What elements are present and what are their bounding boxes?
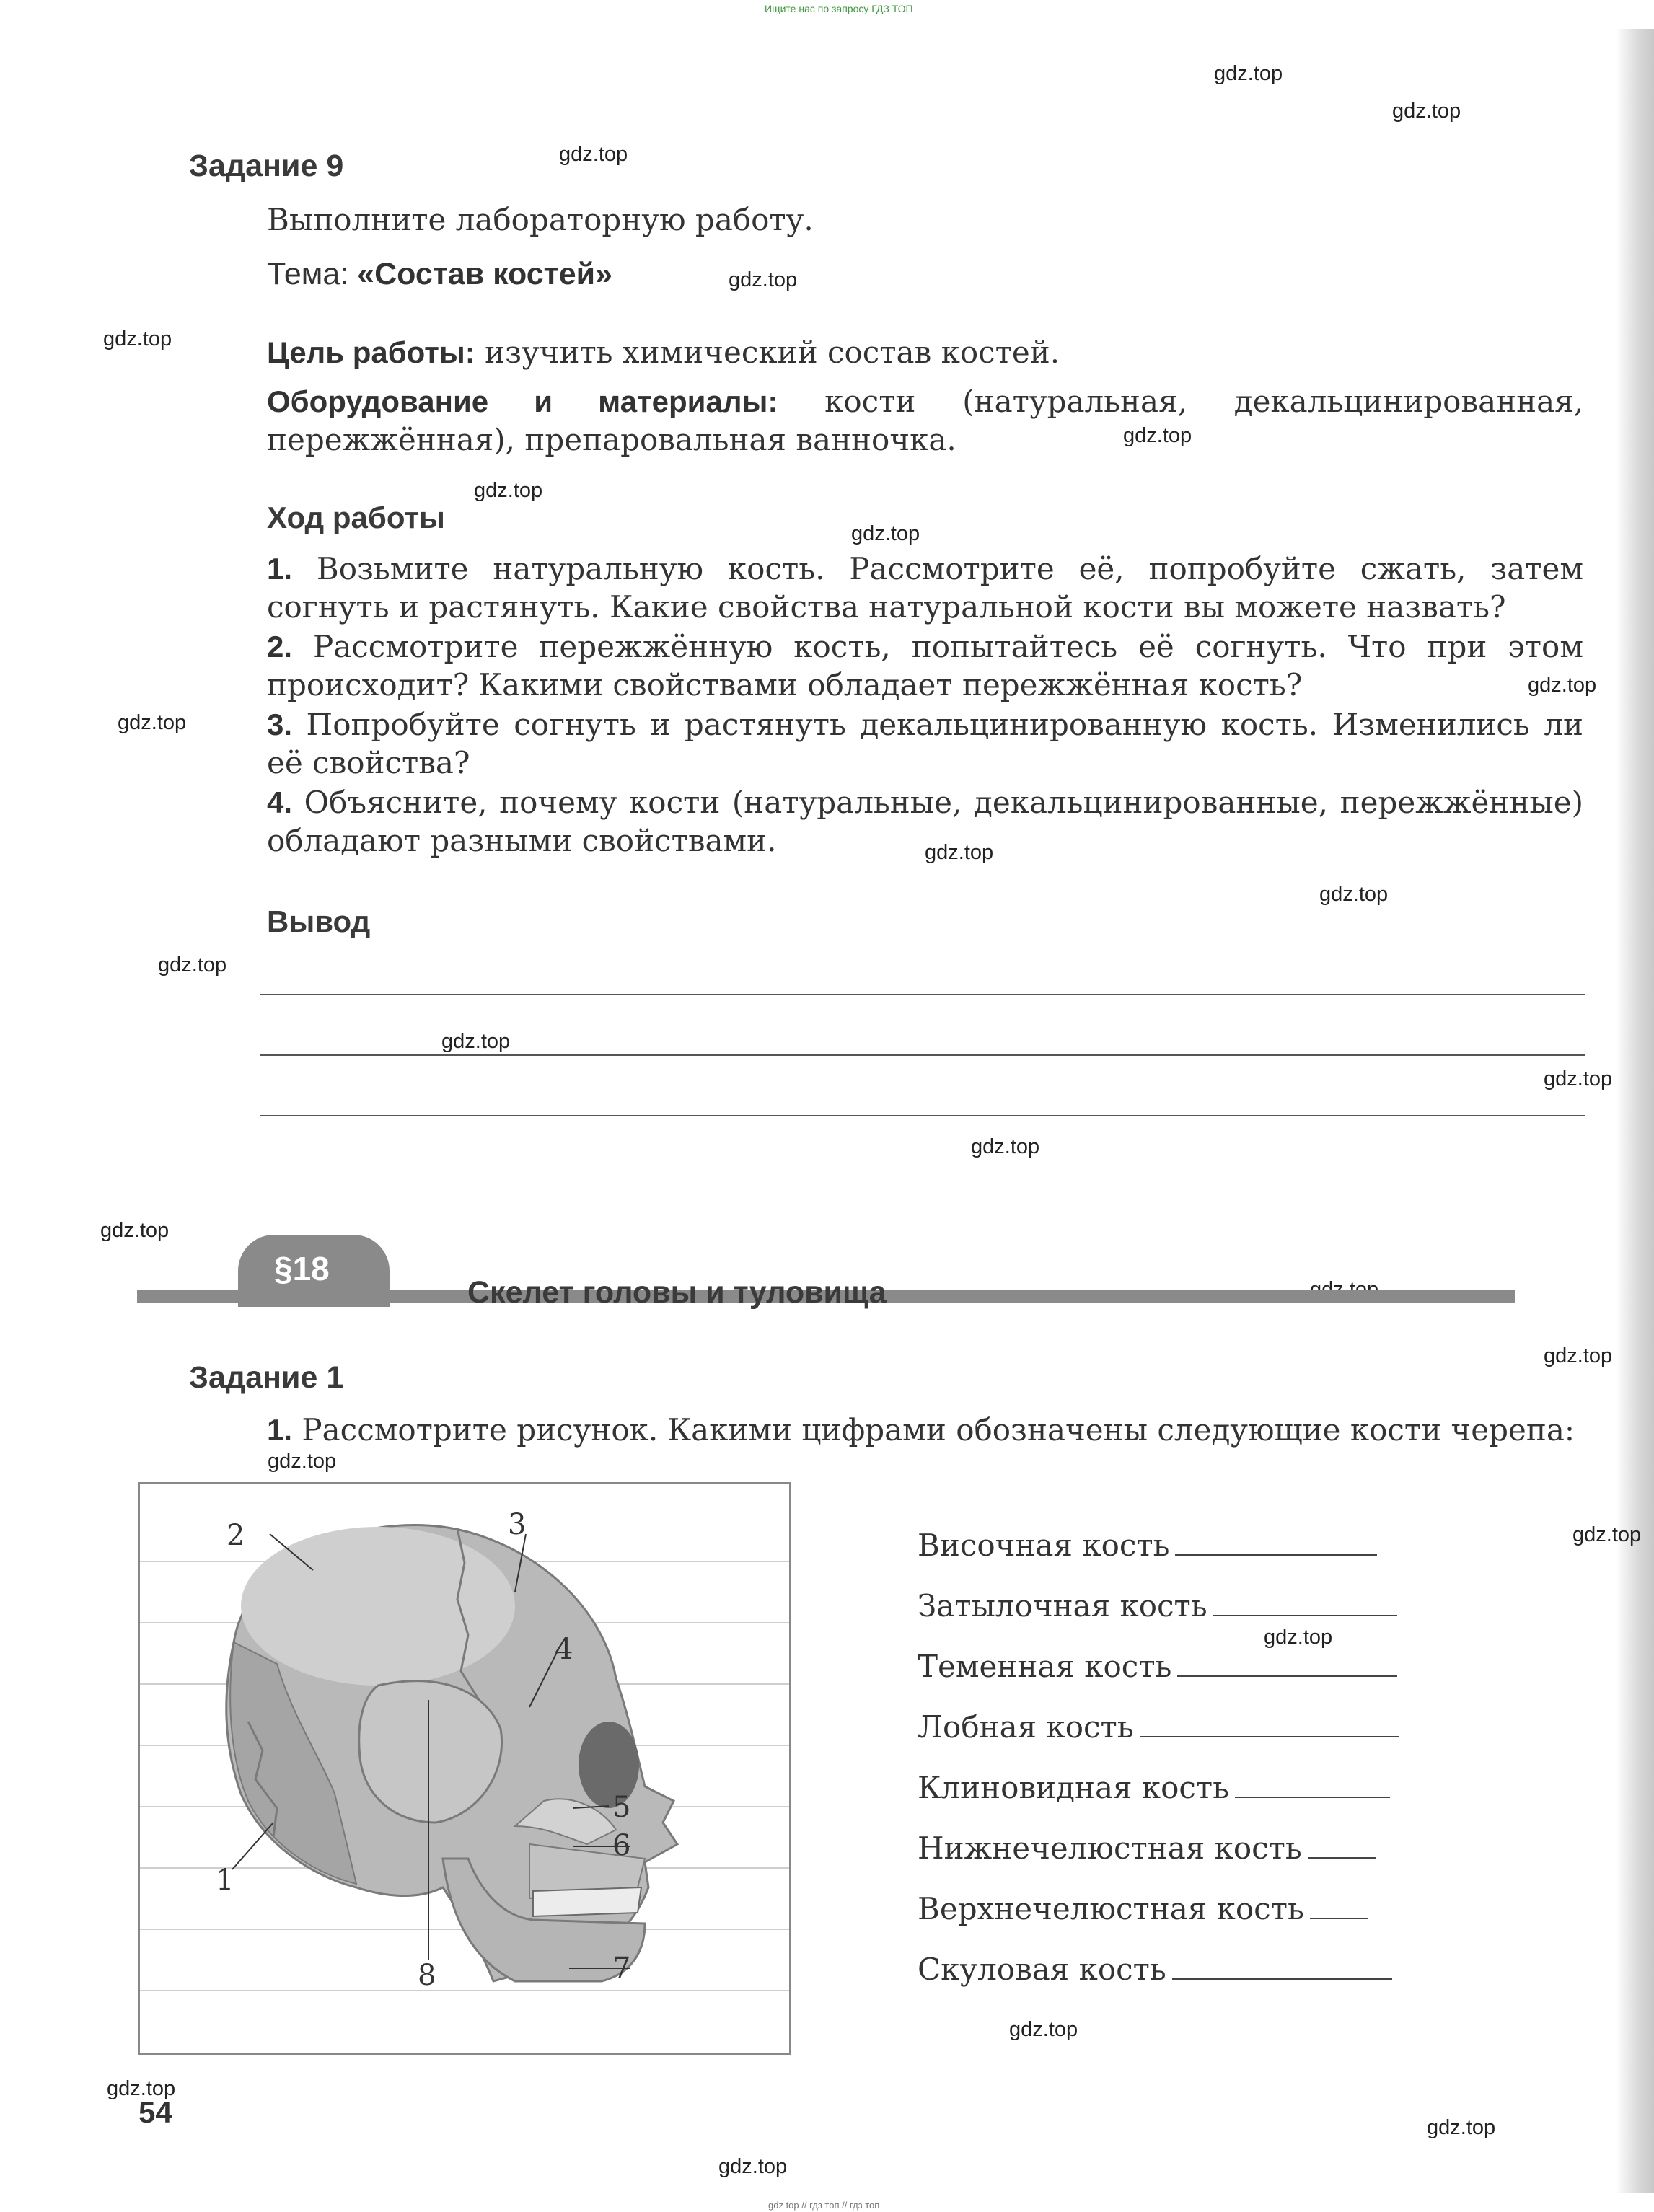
task1-question	[267, 1411, 1583, 1449]
step-text: Рассмотрите пережжённую кость, попытайтесь её согнуть. Что при этом происходит? Какими свойствами обладает пережжённая кость?	[267, 629, 1583, 702]
step-number: 1.	[267, 552, 293, 586]
bone-name: Теменная кость	[918, 1649, 1172, 1684]
bone-name: Лобная кость	[918, 1709, 1134, 1745]
watermark: gdz.top	[971, 1135, 1040, 1158]
figure-label: 5	[612, 1791, 631, 1824]
topic-label: Тема:	[267, 257, 349, 291]
answer-line[interactable]	[260, 1054, 1585, 1056]
question-number: 1.	[267, 1413, 293, 1447]
step-number: 2.	[267, 630, 293, 664]
header-note: Ищите нас по запросу ГДЗ ТОП	[765, 3, 913, 14]
watermark: gdz.top	[925, 841, 994, 864]
task9-title: Задание 9	[189, 149, 344, 183]
bone-name: Нижнечелюстная кость	[918, 1830, 1302, 1866]
task9-intro: Выполните лабораторную работу.	[267, 202, 814, 237]
step-text: Объясните, почему кости (натуральные, декальцинированные, пережжённые) обладают разными свойствами.	[267, 785, 1583, 858]
bone-name: Височная кость	[918, 1528, 1170, 1563]
page-number: 54	[138, 2095, 172, 2129]
step-3	[267, 705, 1583, 782]
watermark: gdz.top	[718, 2155, 788, 2178]
footer-note: gdz top // гдз топ // гдз топ	[768, 2200, 880, 2211]
goal-label: Цель работы:	[267, 335, 475, 369]
watermark: gdz.top	[1214, 62, 1283, 85]
watermark: gdz.top	[1123, 424, 1192, 447]
watermark: gdz.top	[1544, 1344, 1613, 1367]
watermark: gdz.top	[1528, 674, 1597, 697]
figure-label: 1	[216, 1864, 234, 1897]
step-number: 4.	[267, 785, 293, 819]
task9-equipment	[267, 382, 1583, 459]
bone-answer-line[interactable]	[1308, 1833, 1376, 1859]
watermark: gdz.top	[107, 2077, 176, 2100]
watermark: gdz.top	[441, 1030, 511, 1053]
skull-illustration	[140, 1484, 789, 2053]
section-number: §18	[274, 1250, 330, 1287]
task1-title: Задание 1	[189, 1360, 344, 1395]
bone-answer-line[interactable]	[1177, 1651, 1397, 1677]
bone-name: Затылочная кость	[918, 1588, 1207, 1623]
watermark: gdz.top	[1009, 2018, 1078, 2041]
watermark: gdz.top	[158, 953, 227, 977]
question-text: Рассмотрите рисунок. Какими цифрами обозначены следующие кости черепа:	[292, 1412, 1575, 1448]
bone-name: Скуловая кость	[918, 1952, 1166, 1987]
bone-row	[918, 1588, 1397, 1623]
step-text: Попробуйте согнуть и растянуть декальцинированную кость. Изменились ли её свойства?	[267, 707, 1583, 780]
figure-label: 2	[226, 1519, 245, 1552]
conclusion-title: Вывод	[267, 904, 371, 938]
bone-name: Верхнечелюстная кость	[918, 1891, 1304, 1926]
skull-figure	[138, 1482, 791, 2055]
figure-label: 6	[612, 1829, 631, 1862]
section-title: Скелет головы и туловища	[467, 1275, 887, 1310]
watermark: gdz.top	[103, 327, 172, 351]
step-4	[267, 783, 1583, 860]
watermark: gdz.top	[1264, 1626, 1333, 1649]
bone-answer-line[interactable]	[1235, 1772, 1390, 1798]
answer-line[interactable]	[260, 994, 1585, 995]
watermark: gdz.top	[474, 479, 543, 502]
topic-value: «Состав костей»	[357, 257, 612, 291]
watermark: gdz.top	[100, 1219, 170, 1242]
equipment-label: Оборудование и материалы:	[267, 384, 778, 418]
watermark: gdz.top	[729, 268, 798, 291]
watermark: gdz.top	[268, 1450, 337, 1473]
step-1	[267, 550, 1583, 626]
watermark: gdz.top	[1544, 1067, 1613, 1090]
progress-title: Ход работы	[267, 501, 445, 534]
bone-answer-line[interactable]	[1140, 1711, 1399, 1737]
figure-label: 8	[418, 1959, 436, 1992]
watermark: gdz.top	[851, 522, 920, 545]
answer-line[interactable]	[260, 1115, 1585, 1116]
watermark: gdz.top	[1392, 100, 1461, 123]
page-edge-shadow	[1616, 29, 1654, 2193]
figure-label: 4	[555, 1633, 573, 1666]
equipment-text: кости (натуральная, декальцинированная, пережжённая), препаровальная ванночка.	[267, 384, 1583, 457]
watermark: gdz.top	[1572, 1523, 1642, 1546]
step-2	[267, 627, 1583, 704]
bone-row	[918, 1952, 1392, 1987]
step-number: 3.	[267, 708, 293, 741]
watermark: gdz.top	[118, 711, 187, 734]
figure-label: 7	[612, 1952, 631, 1985]
watermark: gdz.top	[559, 143, 628, 166]
bone-answer-line[interactable]	[1175, 1530, 1377, 1556]
watermark: gdz.top	[1427, 2116, 1496, 2139]
task9-goal	[267, 333, 1583, 371]
step-text: Возьмите натуральную кость. Рассмотрите её, попробуйте сжать, затем согнуть и растянуть. Какие свойства натуральной кости вы можете назвать?	[267, 551, 1583, 625]
bone-row	[918, 1709, 1399, 1745]
bone-row	[918, 1891, 1368, 1926]
bone-answer-line[interactable]	[1172, 1954, 1392, 1980]
bone-row	[918, 1528, 1377, 1563]
bone-row	[918, 1649, 1397, 1684]
bone-name: Клиновидная кость	[918, 1770, 1229, 1805]
watermark: gdz.top	[1319, 883, 1389, 906]
bone-row	[918, 1770, 1390, 1805]
bone-answer-line[interactable]	[1310, 1893, 1368, 1919]
task9-topic	[267, 257, 612, 292]
bone-row	[918, 1830, 1376, 1866]
goal-text: изучить химический состав костей.	[475, 335, 1060, 370]
figure-label: 3	[508, 1508, 527, 1541]
bone-answer-line[interactable]	[1213, 1590, 1397, 1616]
